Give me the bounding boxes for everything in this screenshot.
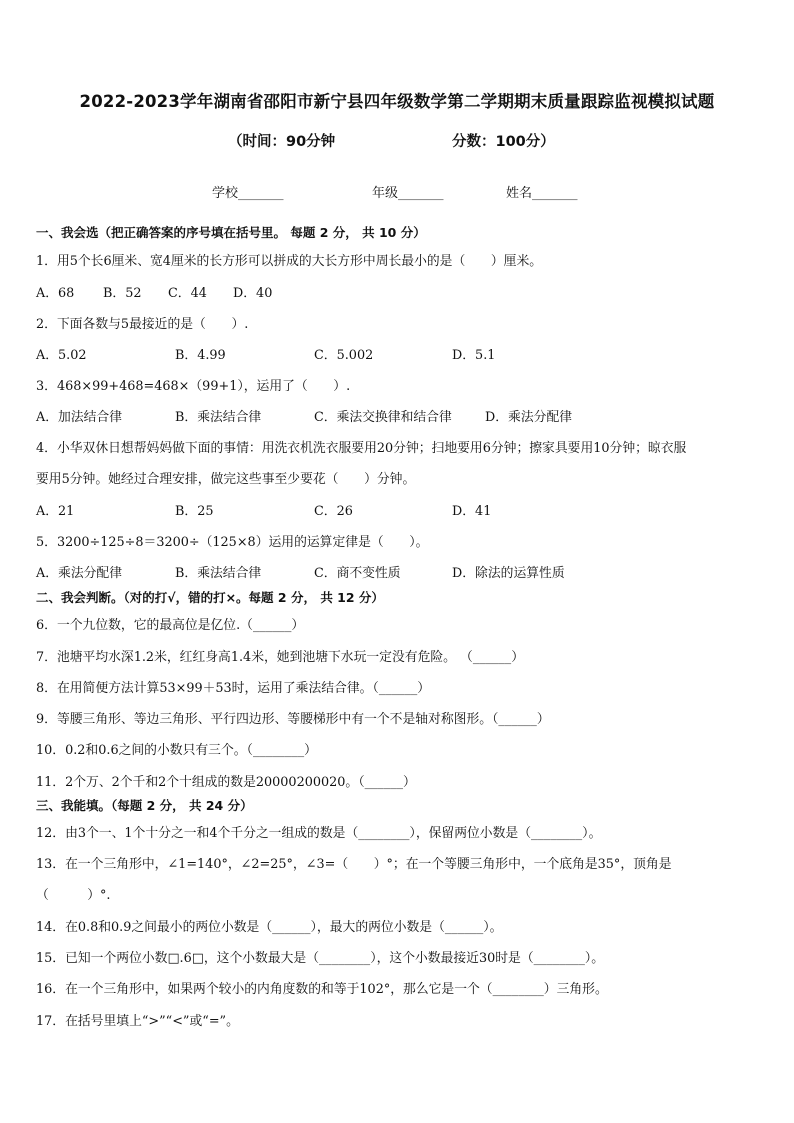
section-3-heading: 三、我能填。（每题 2 分， 共 24 分） xyxy=(36,798,253,813)
q3-option-c: C．乘法交换律和结合律 xyxy=(314,410,452,425)
exam-score: 分数：100分） xyxy=(452,134,555,150)
question-6: 6．一个九位数，它的最高位是亿位.（______） xyxy=(36,618,305,633)
q2-option-d: D．5.1 xyxy=(452,348,496,363)
question-13-line-1: 13．在一个三角形中，∠1=140°，∠2=25°，∠3=（ ）°；在一个等腰三角形中，一个底角是35°，顶角是 xyxy=(36,857,672,872)
q3-option-a: A．加法结合律 xyxy=(36,410,123,425)
q2-option-c: C．5.002 xyxy=(314,348,374,363)
q1-option-a: A．68 xyxy=(36,286,75,301)
q5-option-d: D．除法的运算性质 xyxy=(452,566,565,581)
exam-title: 2022-2023学年湖南省邵阳市新宁县四年级数学第二学期期末质量跟踪监视模拟试题 xyxy=(79,92,715,111)
question-4-line-2: 要用5分钟。她经过合理安排，做完这些事至少要花（ ）分钟。 xyxy=(36,472,416,487)
q3-option-d: D．乘法分配律 xyxy=(485,410,573,425)
question-8: 8．在用简便方法计算53×99＋53时，运用了乘法结合律。（______） xyxy=(36,681,431,696)
question-14: 14．在0.8和0.9之间最小的两位小数是（______），最大的两位小数是（______）。 xyxy=(36,920,503,935)
question-13-line-2: （ ）°. xyxy=(36,888,111,903)
q3-option-b: B．乘法结合律 xyxy=(175,410,262,425)
question-10: 10．0.2和0.6之间的小数只有三个。（________） xyxy=(36,743,317,758)
question-9: 9．等腰三角形、等边三角形、平行四边形、等腰梯形中有一个不是轴对称图形。（______） xyxy=(36,712,550,727)
q4-option-a: A．21 xyxy=(36,504,75,519)
grade-field: 年级_______ xyxy=(372,186,444,201)
q2-option-a: A．5.02 xyxy=(36,348,87,363)
q1-option-d: D．40 xyxy=(233,286,273,301)
q5-option-a: A．乘法分配律 xyxy=(36,566,123,581)
question-7: 7．池塘平均水深1.2米，红红身高1.4米，她到池塘下水玩一定没有危险。 （______） xyxy=(36,650,525,665)
question-5: 5．3200÷125÷8＝3200÷（125×8）运用的运算定律是（ ）。 xyxy=(36,535,429,550)
name-field: 姓名_______ xyxy=(506,186,578,201)
question-4-line-1: 4．小华双休日想帮妈妈做下面的事情：用洗衣机洗衣服要用20分钟；扫地要用6分钟；擦家具要用10分钟；晾衣服 xyxy=(36,441,687,456)
question-3: 3．468×99+468=468×（99+1），运用了（ ）. xyxy=(36,379,351,394)
q1-option-b: B．52 xyxy=(103,286,142,301)
q4-option-d: D．41 xyxy=(452,504,492,519)
q5-option-b: B．乘法结合律 xyxy=(175,566,262,581)
question-11: 11．2个万、2个千和2个十组成的数是20000200020。（______） xyxy=(36,775,416,790)
question-2: 2．下面各数与5最接近的是（ ）. xyxy=(36,317,249,332)
question-12: 12．由3个一、1个十分之一和4个千分之一组成的数是（________），保留两位小数是（________）。 xyxy=(36,826,602,841)
q2-option-b: B．4.99 xyxy=(175,348,226,363)
exam-time: （时间：90分钟 xyxy=(228,134,336,150)
question-1: 1．用5个长6厘米、宽4厘米的长方形可以拼成的大长方形中周长最小的是（ ）厘米。 xyxy=(36,254,543,269)
question-17: 17．在括号里填上“>”“<”或“=”。 xyxy=(36,1014,239,1029)
q4-option-b: B．25 xyxy=(175,504,214,519)
q1-option-c: C．44 xyxy=(168,286,207,301)
question-15: 15．已知一个两位小数□.6□，这个小数最大是（________），这个小数最接近30时是（________）。 xyxy=(36,951,605,966)
q5-option-c: C．商不变性质 xyxy=(314,566,401,581)
school-field: 学校_______ xyxy=(212,186,284,201)
q4-option-c: C．26 xyxy=(314,504,353,519)
section-2-heading: 二、我会判断。（对的打√，错的打×。每题 2 分， 共 12 分） xyxy=(36,590,384,605)
section-1-heading: 一、我会选（把正确答案的序号填在括号里。 每题 2 分， 共 10 分） xyxy=(36,225,426,240)
question-16: 16．在一个三角形中，如果两个较小的内角度数的和等于102°，那么它是一个（________）三角形。 xyxy=(36,982,608,997)
